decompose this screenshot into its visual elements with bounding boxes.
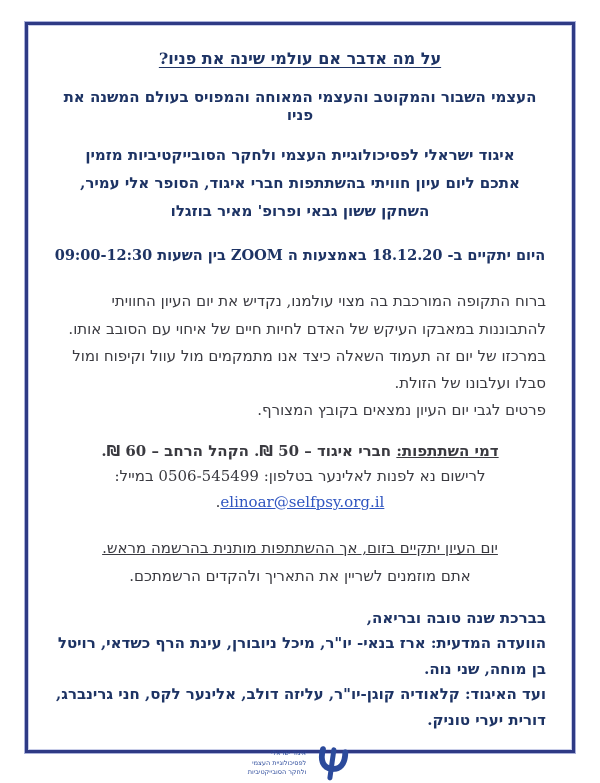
document-frame bbox=[25, 22, 575, 777]
fees-text: חברי איגוד – 50 ₪. הקהל הרחב – 60 ₪. bbox=[101, 441, 392, 460]
scientific-committee-line: הוועדה המדעית: ארז בנאי- יו"ר, מיכל ניובורן, עינת הרף כשדאי, רויטל בן מוחה, שני נוה. bbox=[57, 634, 546, 678]
attachment-note: פרטים לגבי יום העיון נמצאים בקובץ המצורף. bbox=[257, 401, 546, 420]
zoom-registration-note: יום העיון יתקיים בזום, אך ההשתתפות מותנית בהרשמה מראש. bbox=[102, 539, 498, 558]
fees-label: דמי השתתפות: bbox=[396, 441, 499, 460]
subtitle: העצמי השבור והמקוטב והעצמי המאוחה והמפויס בעולם המשנה את פניו bbox=[63, 88, 537, 124]
logo-text-line1: איגוד ישראלי bbox=[271, 749, 307, 758]
page-title: על מה אדבר אם עולמי שינה את פניו? bbox=[158, 49, 442, 68]
logo-text-line3: ולחקר הסובייקטיביות bbox=[247, 768, 307, 777]
save-date-note: אתם מוזמנים לשריין את התאריך ולהקדים הרשמתכם. bbox=[129, 566, 471, 585]
greeting-line: בברכת שנה טובה ובריאה, bbox=[366, 608, 546, 627]
registration-line bbox=[28, 464, 572, 515]
logo-text bbox=[248, 749, 307, 777]
psi-logo-icon bbox=[312, 743, 352, 783]
association-logo bbox=[28, 743, 572, 783]
description-paragraph: ברוח התקופה המורכבת בה מצוי עולמנו, נקדיש את יום העיון החוויתי להתבוננות במאבקו העיקש של האדם לחיות חיים של איחוי עם הסובב אותו. במרכזו של יום זה תעמוד השאלה כיצד אנו מתמקמים מול עוול וקיפוח ומול סבלו ועלבונו של הזולת. bbox=[68, 292, 546, 393]
schedule-line: היום יתקיים ב- 18.12.20 באמצעות ה ZOOM בין השעות 09:00-12:30 bbox=[54, 247, 546, 265]
email-link[interactable]: elinoar@selfpsy.org.il bbox=[220, 492, 385, 511]
registration-text: לרישום נא לפנות לאלינער בטלפון: 0506-545499 במייל: bbox=[114, 467, 486, 486]
logo-text-line2: לפסיכולוגיית העצמי bbox=[252, 758, 307, 767]
registration-period: . bbox=[215, 492, 221, 511]
invitation-text: איגוד ישראלי לפסיכולוגיית העצמי ולחקר הסובייקטיביות מזמין אתכם ליום עיון חוויתי בהשתתפות חברי איגוד, הסופר אלי עמיר, השחקן ששון גבאי ופרופ' מאיר בוזגלו bbox=[80, 146, 520, 220]
fees-line bbox=[28, 439, 572, 465]
board-committee-line: ועד האיגוד: קלאודיה קוגן-יו"ר, עליזה דולב, אלינער לקס, חני גרינברג, דורית יערי טוניק. bbox=[56, 685, 546, 729]
